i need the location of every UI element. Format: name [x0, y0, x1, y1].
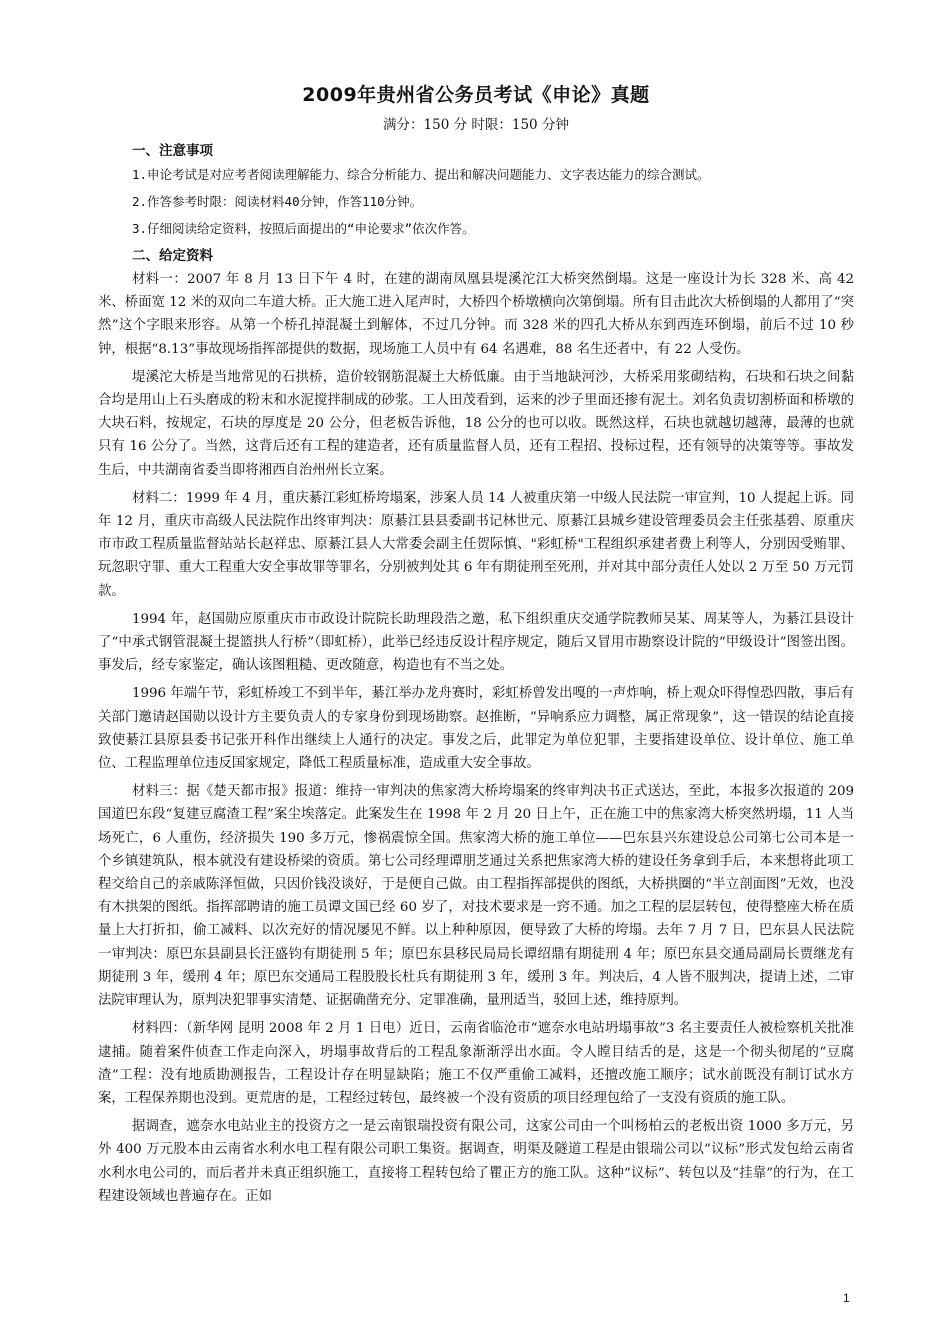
note-item: 2.作答参考时限：阅读材料40分钟，作答110分钟。 [132, 194, 423, 209]
note-item: 3.仔细阅读给定资料，按照后面提出的“申论要求”依次作答。 [132, 221, 475, 236]
material-paragraph: 材料二：1999 年 4 月，重庆綦江彩虹桥垮塌案，涉案人员 14 人被重庆第一中级人民法院一审宣判，10 人提起上诉。同年 12 月，重庆市高级人民法院作出终审判决：原綦江县县委副书记林世元、原綦江县城乡建设管理委员会主任张基碧、原重庆市市政工程质量监督站站长赵祥忠、原綦江县人大常委会副主任贺际慎、"彩虹桥"工程组织承建者费上利等人，分别因受贿罪、玩忽职守罪、重大工程重大安全事故罪等罪名，分别被判处其 6 年有期徒刑至死刑，并对其中部分责任人处以 2 万至 50 万元罚款。 [98, 490, 854, 599]
section-heading-materials: 二、给定资料 [132, 248, 213, 264]
section-heading-notes: 一、注意事项 [132, 143, 213, 159]
document-title: 2009年贵州省公务员考试《申论》真题 [302, 84, 650, 106]
page-number: 1 [843, 1291, 850, 1305]
document-subtitle: 满分：150 分 时限：150 分钟 [383, 117, 569, 133]
material-paragraph: 材料四：（新华网 昆明 2008 年 2 月 1 日电）近日，云南省临沧市“遮奈水电站坍塌事故”3 名主要责任人被检察机关批准逮捕。随着案件侦查工作走向深入，坍塌事故背后的工程乱象渐渐浮出水面。令人瞠目结舌的是，这是一个彻头彻尾的“豆腐渣”工程：没有地质勘测报告，工程设计存在明显缺陷；施工不仅严重偷工减料，还擅改施工顺序；试水前既没有制订试水方案，工程保养期也没到。更荒唐的是，工程经过转包，最终被一个没有资质的项目经理包给了一支没有资质的施工队。 [98, 1021, 854, 1106]
material-paragraph: 1994 年，赵国勋应原重庆市市政设计院院长助理段浩之邀，私下组织重庆交通学院教师吴某、周某等人，为綦江县设计了“中承式钢管混凝土提篮拱人行桥”（即虹桥），此举已经违反设计程序规定，随后又冒用市勘察设计院的“甲级设计”图签出图。事发后，经专家鉴定，确认该图粗糙、更改随意，构造也有不当之处。 [98, 611, 854, 674]
material-paragraph: 材料一：2007 年 8 月 13 日下午 4 时，在建的湖南凤凰县堤溪沱江大桥突然倒塌。这是一座设计为长 328 米、高 42 米、桥面宽 12 米的双向二车道大桥。正大施工进入尾声时，大桥四个桥墩横向次第倒塌。所有目击此次大桥倒塌的人都用了“突然”这个字眼来形容。从第一个桥孔掉混凝土到解体，不过几分钟。而 328 米的四孔大桥从东到西连环倒塌，前后不过 10 秒钟，根据“8.13”事故现场指挥部提供的数据，现场施工人员中有 64 名遇难，88 名生还者中，有 22 人受伤。 [98, 272, 854, 357]
material-paragraph: 1996 年端午节，彩虹桥竣工不到半年，綦江举办龙舟赛时，彩虹桥曾发出嘎的一声炸响，桥上观众吓得惶恐四散，事后有关部门邀请赵国勋以设计方主要负责人的专家身份到现场勘察。赵推断，“异响系应力调整，属正常现象”，这一错误的结论直接致使綦江县原县委书记张开科作出继续上人通行的决定。事发之后，此罪定为单位犯罪，主要指建设单位、设计单位、施工单位、工程监理单位违反国家规定，降低工程质量标准，造成重大安全事故。 [98, 686, 854, 772]
material-paragraph: 堤溪沱大桥是当地常见的石拱桥，造价较钢筋混凝土大桥低廉。由于当地缺河沙，大桥采用浆砌结构，石块和石块之间黏合均是用山上石头磨成的粉末和水泥搅拌制成的砂浆。工人田茂看到，运来的沙子里面还掺有泥土。刘名负责切割桥面和桥墩的大块石料，按规定，石块的厚度是 20 公分，但老板告诉他，18 公分的也可以收。既然这样，石块也就越切越薄，最薄的也就只有 16 公分了。当然，这背后还有工程的建造者，还有质量监督人员，还有工程招、投标过程，还有领导的决策等等。事故发生后，中共湖南省委当即将湘西自治州州长立案。 [98, 369, 854, 478]
note-item: 1.申论考试是对应考者阅读理解能力、综合分析能力、提出和解决问题能力、文字表达能力的综合测试。 [132, 167, 710, 182]
material-paragraph: 材料三：据《楚天都市报》报道：维持一审判决的焦家湾大桥垮塌案的终审判决书正式送达，至此，本报多次报道的 209 国道巴东段“复建豆腐渣工程”案尘埃落定。此案发生在 1998 年 2 月 20 日上午，正在施工中的焦家湾大桥突然坍塌，11 人当场死亡，6 人重伤，经济损失 190 多万元，惨祸震惊全国。焦家湾大桥的施工单位——巴东县兴东建设总公司第七公司本是一个乡镇建筑队，根本就没有建设桥梁的资质。第七公司经理谭朋芝通过关系把焦家湾大桥的建设任务拿到手后，本来想将此项工程交给自己的亲戚陈泽恒做，只因价钱没谈好，于是便自己做。由工程指挥部提供的图纸，大桥拱圈的“半立剖面图”无效，也没有木拱架的图纸。指挥部聘请的施工员谭文国已经 60 岁了，对技术要求是一窍不通。加之工程的层层转包，使得整座大桥在质量上大打折扣，偷工减料、以次充好的情况屡见不鲜。以上种种原因，便导致了大桥的垮塌。去年 7 月 7 日，巴东县人民法院一审判决：原巴东县副县长汪盛钧有期徒刑 5 年；原巴东县移民局局长谭绍鼎有期徒刑 4 年；原巴东县交通局副局长贾继龙有期徒刑 3 年，缓刑 4 年；原巴东交通局工程股股长杜兵有期徒刑 3 年，缓刑 3 年。判决后，4 人皆不服判决，提请上述，二审法院审理认为，原判决犯罪事实清楚、证据确凿充分、定罪准确，量刑适当，驳回上述，维持原判。 [98, 784, 854, 1009]
document-body [98, 80, 854, 1213]
material-paragraph: 据调查，遮奈水电站业主的投资方之一是云南银瑞投资有限公司，这家公司由一个叫杨柏云的老板出资 1000 多万元，另外 400 万元股本由云南省水利水电工程有限公司职工集资。据调查，明渠及隧道工程是由银瑞公司以“议标”形式发包给云南省水利水电公司的，而后者并未真正组织施工，直接将工程转包给了瞿正方的施工队。这种“议标”、转包以及“挂靠”的行为，在工程建设领域也普遍存在。正如 [98, 1119, 854, 1204]
